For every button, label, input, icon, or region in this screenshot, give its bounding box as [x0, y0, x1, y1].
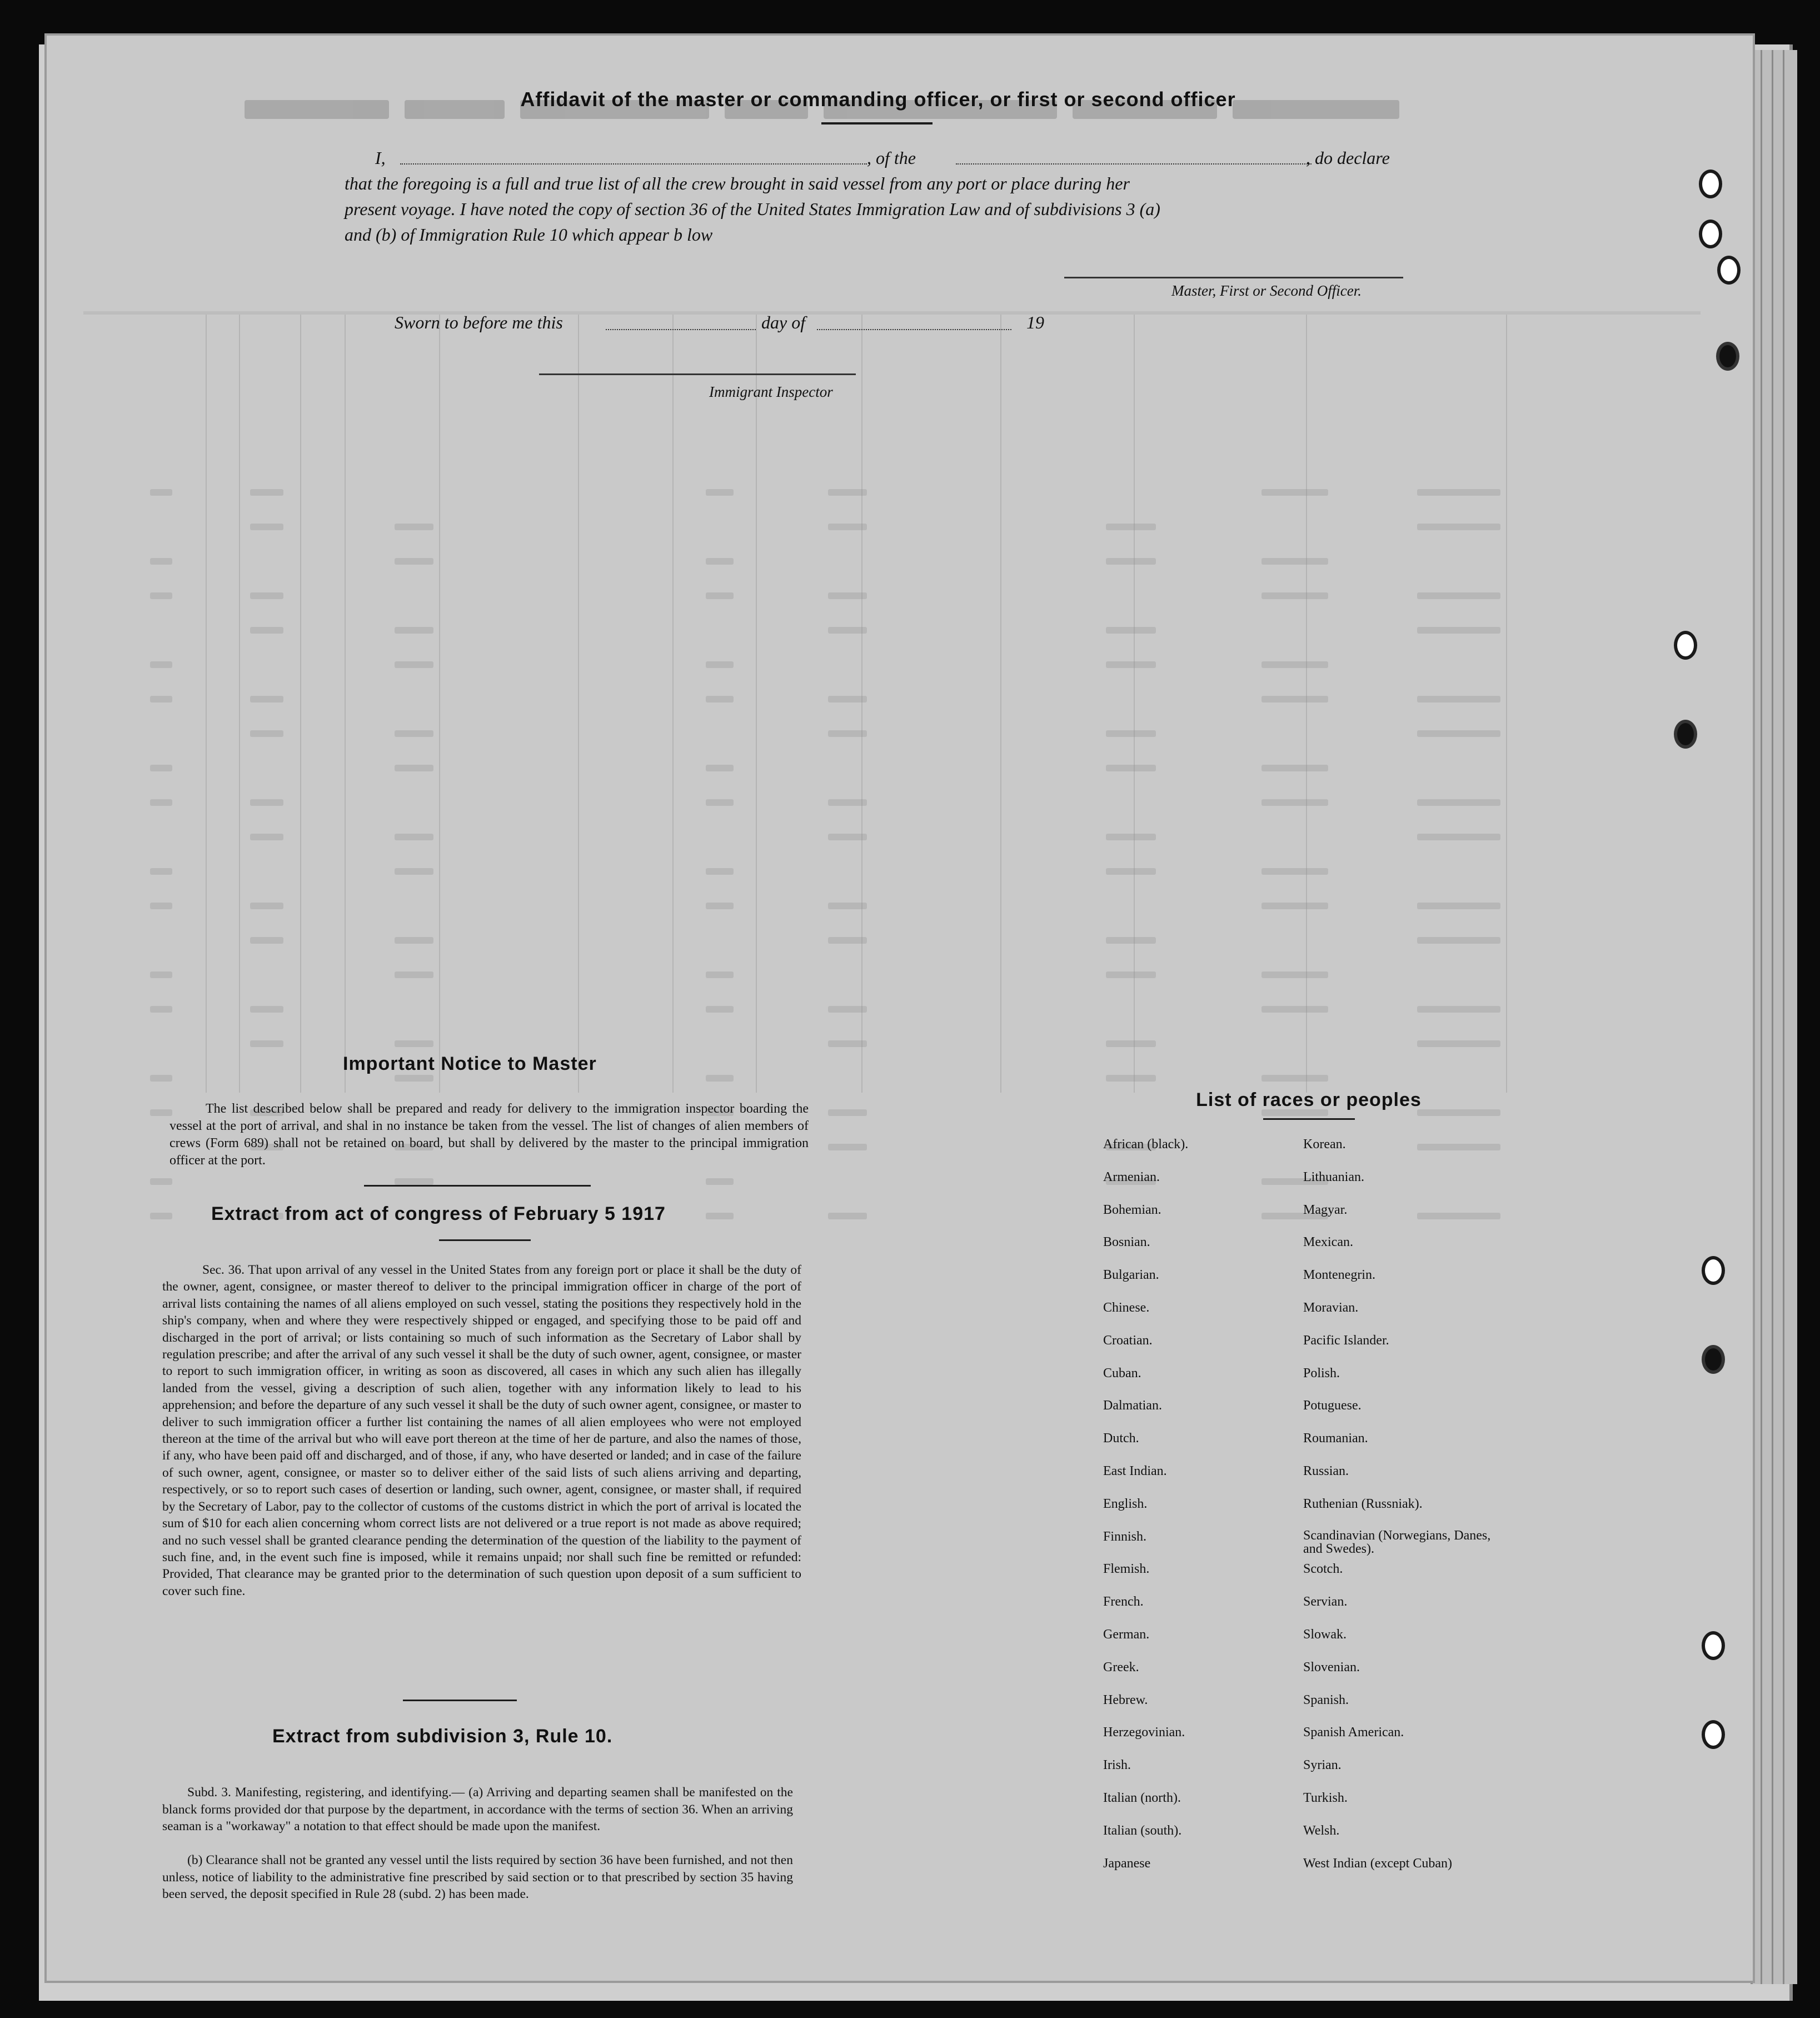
bleed-cell — [250, 903, 283, 909]
bleed-cell — [828, 730, 867, 737]
race-item: Cuban. — [1103, 1366, 1141, 1381]
master-signature-label: Master, First or Second Officer. — [1171, 282, 1362, 299]
bleed-cell — [828, 696, 867, 702]
affidavit-i: I, — [375, 148, 386, 168]
bleed-row — [83, 969, 1701, 980]
race-item: Polish. — [1303, 1366, 1340, 1381]
extract-rule-body-b: (b) Clearance shall not be granted any vessel until the lists required by section 36 have been furnished, and not then unless, notice of liability to the administrative fine prescribed by said section or to that prescribed by section 35 having been served, the deposit specified in Rule 28 (subd. 2) has been made. — [162, 1853, 793, 1901]
bleed-cell — [150, 765, 172, 771]
bleed-cell — [150, 558, 172, 565]
bleed-cell — [1261, 799, 1328, 806]
bleed-cell — [395, 661, 433, 668]
bleed-row — [83, 797, 1701, 808]
bleed-cell — [1261, 868, 1328, 875]
bleed-cell — [150, 1109, 172, 1116]
sworn-month-blank — [817, 328, 1011, 330]
bleed-cell — [250, 592, 283, 599]
race-item: Ruthenian (Russniak). — [1303, 1496, 1423, 1511]
sworn-day-blank — [606, 328, 756, 330]
bleed-cell — [1417, 489, 1500, 496]
race-item: African (black). — [1103, 1137, 1189, 1152]
bleed-cell — [1417, 903, 1500, 909]
bleed-row — [83, 659, 1701, 670]
bleed-cell — [706, 489, 734, 496]
bleed-row — [83, 694, 1701, 705]
race-item: Servian. — [1303, 1595, 1348, 1610]
bleed-cell — [828, 1213, 867, 1219]
bleed-cell — [250, 524, 283, 530]
bleed-cell — [1106, 834, 1156, 840]
sworn-text: Sworn to before me this — [395, 312, 563, 332]
vessel-blank — [956, 162, 1312, 165]
bleed-row — [83, 728, 1701, 739]
bleed-cell — [1261, 765, 1328, 771]
bleed-row — [83, 866, 1701, 877]
extract-act-title: Extract from act of congress of February 5 1917 — [211, 1203, 666, 1224]
race-item: English. — [1103, 1496, 1148, 1511]
master-signature-line — [1064, 277, 1403, 278]
race-item: Lithuanian. — [1303, 1169, 1364, 1184]
bleed-cell — [1261, 592, 1328, 599]
day-of-text: day of — [761, 312, 806, 332]
race-item: Magyar. — [1303, 1202, 1348, 1217]
race-item: Scandinavian (Norwegians, Danes, and Swedes). — [1303, 1528, 1491, 1556]
bleed-row — [83, 556, 1701, 567]
bleed-cell — [250, 1006, 283, 1013]
bleed-cell — [1417, 834, 1500, 840]
race-item: Chinese. — [1103, 1301, 1150, 1315]
race-item: Irish. — [1103, 1758, 1131, 1773]
bleed-cell — [1261, 1075, 1328, 1082]
bleed-cell — [1417, 730, 1500, 737]
bleed-cell — [1106, 868, 1156, 875]
bleed-cell — [395, 765, 433, 771]
affidavit-line-4: and (b) of Immigration Rule 10 which appear b low — [345, 225, 713, 245]
bleed-cell — [828, 627, 867, 634]
bleed-cell — [706, 1213, 734, 1219]
bleed-cell — [828, 1040, 867, 1047]
punch-hole — [1674, 720, 1697, 749]
bleed-cell — [828, 489, 867, 496]
race-item: Italian (north). — [1103, 1791, 1181, 1805]
punch-hole — [1702, 1720, 1725, 1749]
punch-hole — [1717, 256, 1741, 285]
bleed-cell — [395, 1178, 433, 1185]
bleed-cell — [1261, 971, 1328, 978]
race-item: Welsh. — [1303, 1823, 1340, 1838]
bleed-row — [83, 1176, 1701, 1187]
bleed-cell — [250, 730, 283, 737]
race-item: Finnish. — [1103, 1529, 1147, 1544]
bleed-cell — [828, 1006, 867, 1013]
bleed-row — [83, 935, 1701, 946]
affidavit-line-2: that the foregoing is a full and true list of all the crew brought in said vessel from any port or place during her — [345, 173, 1130, 193]
race-item: French. — [1103, 1595, 1144, 1610]
affidavit-declare: , do declare — [1306, 148, 1390, 168]
extract-act-rule — [439, 1239, 531, 1241]
bleed-cell — [828, 1144, 867, 1150]
bleed-cell — [1261, 489, 1328, 496]
race-item: Mexican. — [1303, 1235, 1353, 1250]
race-item: German. — [1103, 1627, 1150, 1642]
affidavit-line-3: present voyage. I have noted the copy of section 36 of the United States Immigration Law and of subdivisions 3 (a) — [345, 199, 1160, 219]
bleed-cell — [1106, 1075, 1156, 1082]
bleed-cell — [150, 1006, 172, 1013]
affidavit-title: Affidavit of the master or commanding officer, or first or second officer — [520, 88, 1236, 111]
bleed-cell — [828, 524, 867, 530]
bleed-cell — [706, 1006, 734, 1013]
race-item: East Indian. — [1103, 1464, 1167, 1478]
bleed-cell — [150, 592, 172, 599]
races-title: List of races or peoples — [1196, 1089, 1422, 1110]
bleed-cell — [706, 903, 734, 909]
bleed-cell — [828, 937, 867, 944]
extract-act-body: Sec. 36. That upon arrival of any vessel in the United States from any foreign port or place it shall be the duty of the owner, agent, consignee, or master thereof to deliver to the principal immigration officer in charge of the port of arrival lists containing the names of all aliens employed on such vessel, stating the positions they respectively hold in the ship's company, when and where they were respectively shipped or engaged, and specifying those to be paid off and discharged in the port of arrival; or lists containing so much of such information as the Secretary of Labor shall by regulation prescribe; and after the arrival of any such vessel it shall be the duty of such owner, agent, consignee, or master to report to such immigration officer, in writing as soon as discovered, all cases in which any such alien has illegally landed from the vessel, giving a description of such alien, together with any information likely to lead to his apprehension; and before the departure of any such vessel it shall be the duty of such owner agent, consignee, or master to deliver to such immigration officer a further list containing the names of all alien employees who were not employed thereon at the time of the arrival but who will eave port thereon at the time of her de parture, and also the names of those, if any, who have been paid off and discharged, and of those, if any, who have deserted or landed; and in case of the failure of such owner, agent, consignee, or master so to deliver either of the said lists of such aliens arriving and departing, respectively, or so to report such cases of desertion or landing, such owner, agent, consignee, or master shall, if required by the Secretary of Labor, pay to the collector of customs of the customs district in which the port of arrival is located the sum of $10 for each alien concerning whom correct lists are not delivered or a true report is not made as above required; and no such vessel shall be granted clearance pending the determination of the question of the liability to the payment of such fine, and, in the event such fine is imposed, while it remains unpaid; nor shall such fine be remitted or refunded: Provided, That clearance may be granted prior to the determination of such question upon deposit of a sum sufficient to cover such fine. — [162, 1263, 801, 1598]
bleed-cell — [395, 524, 433, 530]
race-item: Dutch. — [1103, 1431, 1139, 1446]
bleed-cell — [250, 627, 283, 634]
punch-hole — [1702, 1256, 1725, 1285]
notice-title: Important Notice to Master — [343, 1053, 597, 1074]
notice-body: The list described below shall be prepared and ready for delivery to the immigration inspector boarding the vessel at the port of arrival, and shal in no instance be taken from the vessel. The list of changes of alien members of crews (Form 689) shall not be retained on board, but shall by delivered by the master to the principal immigration officer at the port. — [169, 1102, 809, 1168]
bleed-cell — [828, 799, 867, 806]
bleed-cell — [395, 627, 433, 634]
bleed-cell — [150, 1075, 172, 1082]
race-item: Flemish. — [1103, 1562, 1150, 1577]
bleed-cell — [706, 558, 734, 565]
bleed-cell — [1417, 524, 1500, 530]
extract-rule-title: Extract from subdivision 3, Rule 10. — [272, 1726, 613, 1747]
notice-rule — [364, 1185, 591, 1187]
bleed-cell — [828, 834, 867, 840]
bleed-cell — [1261, 558, 1328, 565]
extract-rule-rule — [403, 1700, 517, 1701]
name-blank — [400, 162, 867, 165]
bleed-cell — [395, 1040, 433, 1047]
race-item: Hebrew. — [1103, 1692, 1148, 1707]
bleed-cell — [150, 868, 172, 875]
race-item: Greek. — [1103, 1660, 1139, 1675]
bleed-cell — [150, 971, 172, 978]
race-item: Bulgarian. — [1103, 1268, 1159, 1283]
bleed-cell — [1261, 661, 1328, 668]
bleed-cell — [1417, 1006, 1500, 1013]
bleed-cell — [1417, 592, 1500, 599]
race-item: Roumanian. — [1303, 1431, 1368, 1446]
race-item: Bosnian. — [1103, 1235, 1150, 1250]
race-item: Spanish American. — [1303, 1725, 1404, 1740]
bleed-row — [83, 590, 1701, 601]
race-item: Armenian. — [1103, 1169, 1160, 1184]
bleed-cell — [1106, 558, 1156, 565]
page-edge-stack — [1751, 50, 1797, 1984]
bleed-cell — [1417, 627, 1500, 634]
bleed-cell — [1261, 903, 1328, 909]
bleed-cell — [395, 558, 433, 565]
race-item: Scotch. — [1303, 1562, 1343, 1577]
race-item: Russian. — [1303, 1464, 1349, 1478]
bleed-cell — [250, 799, 283, 806]
bleed-cell — [150, 1178, 172, 1185]
bleed-row — [83, 521, 1701, 532]
bleed-cell — [150, 661, 172, 668]
bleed-row — [83, 487, 1701, 498]
race-item: Japanese — [1103, 1856, 1151, 1871]
bleed-cell — [706, 592, 734, 599]
punch-hole — [1716, 342, 1739, 371]
race-item: Spanish. — [1303, 1692, 1349, 1707]
race-item: Slovenian. — [1303, 1660, 1360, 1675]
bleed-through-table — [83, 311, 1701, 1093]
bleed-cell — [150, 1213, 172, 1219]
title-rule — [821, 122, 933, 124]
bleed-row — [83, 900, 1701, 911]
race-item: Dalmatian. — [1103, 1398, 1162, 1413]
bleed-cell — [150, 799, 172, 806]
bleed-cell — [395, 834, 433, 840]
bleed-cell — [395, 937, 433, 944]
bleed-row — [83, 763, 1701, 774]
bleed-cell — [828, 903, 867, 909]
punch-hole — [1699, 170, 1722, 198]
bleed-cell — [1106, 937, 1156, 944]
bleed-row — [83, 625, 1701, 636]
bleed-cell — [706, 971, 734, 978]
race-item: Bohemian. — [1103, 1202, 1161, 1217]
bleed-row — [83, 1073, 1701, 1084]
bleed-cell — [1106, 730, 1156, 737]
race-item: Syrian. — [1303, 1758, 1342, 1773]
punch-hole — [1674, 631, 1697, 660]
inspector-label: Immigrant Inspector — [709, 383, 833, 400]
bleed-cell — [1417, 937, 1500, 944]
race-item: Moravian. — [1303, 1301, 1359, 1315]
race-item: Pacific Islander. — [1303, 1333, 1389, 1348]
bleed-row — [83, 831, 1701, 843]
bleed-cell — [1417, 1213, 1500, 1219]
bleed-cell — [1106, 661, 1156, 668]
bleed-cell — [395, 868, 433, 875]
bleed-row — [83, 1038, 1701, 1049]
race-item: Herzegovinian. — [1103, 1725, 1185, 1740]
bleed-cell — [706, 765, 734, 771]
bleed-cell — [706, 799, 734, 806]
bleed-cell — [828, 592, 867, 599]
bleed-cell — [1417, 1040, 1500, 1047]
race-item: Turkish. — [1303, 1791, 1348, 1805]
bleed-cell — [706, 661, 734, 668]
punch-hole — [1702, 1631, 1725, 1660]
bleed-cell — [250, 696, 283, 702]
bleed-cell — [250, 937, 283, 944]
bleed-cell — [1417, 696, 1500, 702]
race-item: West Indian (except Cuban) — [1303, 1856, 1452, 1871]
bleed-cell — [1261, 1006, 1328, 1013]
bleed-cell — [1106, 1040, 1156, 1047]
bleed-row — [83, 1004, 1701, 1015]
inspector-signature-line — [539, 373, 856, 375]
bleed-cell — [250, 489, 283, 496]
bleed-cell — [395, 1075, 433, 1082]
bleed-cell — [1417, 799, 1500, 806]
bleed-cell — [150, 489, 172, 496]
race-item: Italian (south). — [1103, 1823, 1182, 1838]
bleed-cell — [250, 834, 283, 840]
affidavit-of-the: , of the — [867, 148, 916, 168]
races-rule — [1263, 1118, 1355, 1120]
bleed-cell — [395, 971, 433, 978]
bleed-cell — [1106, 765, 1156, 771]
bleed-cell — [250, 1040, 283, 1047]
bleed-cell — [1417, 1144, 1500, 1150]
race-item: Croatian. — [1103, 1333, 1153, 1348]
bleed-cell — [828, 1109, 867, 1116]
bleed-cell — [1106, 627, 1156, 634]
race-item: Montenegrin. — [1303, 1268, 1375, 1283]
bleed-cell — [1261, 696, 1328, 702]
bleed-cell — [150, 903, 172, 909]
punch-hole — [1702, 1345, 1725, 1374]
bleed-cell — [1106, 971, 1156, 978]
bleed-cell — [706, 696, 734, 702]
extract-rule-body-a: Subd. 3. Manifesting, registering, and identifying.— (a) Arriving and departing seamen shall be manifested on the blanck forms provided dor that purpose by the department, in accordance with the terms of section 36. When an arriving seaman is a "workaway" a notation to that effect should be made upon the manifest. — [162, 1785, 793, 1833]
bleed-cell — [150, 696, 172, 702]
bleed-cell — [706, 1178, 734, 1185]
bleed-cell — [706, 1075, 734, 1082]
punch-hole — [1699, 220, 1722, 248]
bleed-cell — [1106, 524, 1156, 530]
bleed-cell — [395, 730, 433, 737]
sworn-year: 19 — [1026, 312, 1044, 332]
race-item: Potuguese. — [1303, 1398, 1362, 1413]
race-item: Korean. — [1303, 1137, 1346, 1152]
race-item: Slowak. — [1303, 1627, 1347, 1642]
bleed-cell — [706, 868, 734, 875]
